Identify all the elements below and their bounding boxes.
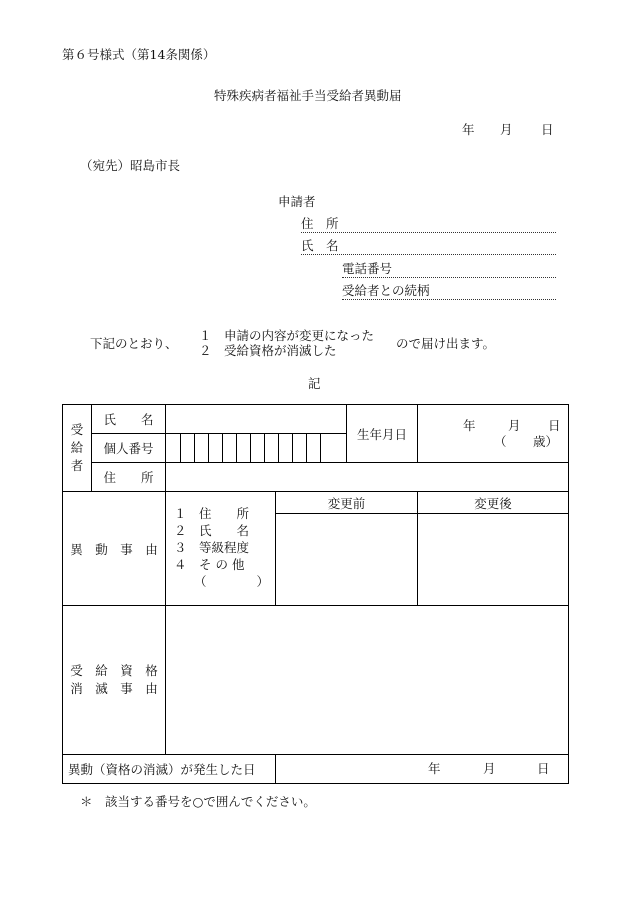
reason-option-grade[interactable]: ３ 等級程度 — [174, 540, 250, 556]
digit-divider — [306, 434, 307, 463]
applicant-address-field[interactable] — [301, 218, 556, 233]
change-report-table — [62, 404, 569, 784]
form-number: 第６号様式（第14条関係） — [62, 47, 216, 62]
statement-option1-number: １ — [199, 328, 212, 343]
recipient-address-label: 住 所 — [92, 463, 166, 492]
date-day: 日 — [541, 122, 554, 137]
personal-number-input[interactable] — [166, 434, 347, 463]
addressee: （宛先）昭島市長 — [80, 158, 181, 173]
ki-mark: 記 — [308, 376, 321, 391]
date-month: 月 — [500, 122, 513, 137]
digit-divider — [208, 434, 209, 463]
birth-month: 月 — [508, 418, 521, 433]
birthdate-label: 生年月日 — [347, 405, 418, 463]
recipient-label-cell: 受 給 者 — [63, 405, 92, 492]
recipient-address-input[interactable] — [166, 463, 569, 492]
occurrence-day: 日 — [537, 761, 550, 776]
statement-suffix: ので届け出ます。 — [396, 336, 496, 351]
change-reason-label: 異 動 事 由 — [63, 492, 166, 606]
birthdate-input[interactable] — [418, 405, 569, 463]
age-open-paren: （ — [494, 434, 507, 449]
after-change-input[interactable] — [418, 514, 569, 606]
digit-divider — [264, 434, 265, 463]
occurrence-year: 年 — [428, 761, 441, 776]
recipient-name-input[interactable] — [166, 405, 347, 434]
reason-option-address[interactable]: １ 住 所 — [174, 506, 250, 522]
reason-other-paren: （ ） — [194, 573, 270, 589]
age-label: 歳） — [533, 434, 559, 449]
digit-divider — [320, 434, 321, 463]
statement-option2-text: 受給資格が消滅した — [224, 343, 337, 358]
reason-option-other[interactable]: ４ そ の 他 — [174, 556, 245, 572]
digit-divider — [222, 434, 223, 463]
reason-option-name[interactable]: ２ 氏 名 — [174, 523, 250, 539]
occurrence-date-input[interactable] — [276, 755, 569, 784]
loss-reason-input[interactable] — [166, 606, 569, 755]
digit-divider — [194, 434, 195, 463]
applicant-name-label: 氏 名 — [301, 238, 339, 253]
digit-divider — [292, 434, 293, 463]
recipient-name-label: 氏 名 — [92, 405, 166, 434]
applicant-name-field[interactable] — [301, 240, 556, 255]
occurrence-month: 月 — [483, 761, 496, 776]
footnote: ＊ 該当する番号を○で囲んでください。 — [80, 794, 316, 809]
date-year: 年 — [462, 122, 475, 137]
statement-prefix: 下記のとおり、 — [90, 336, 178, 351]
loss-reason-label: 受 給 資 格 消 滅 事 由 — [63, 606, 166, 755]
digit-divider — [236, 434, 237, 463]
birth-day: 日 — [548, 418, 561, 433]
before-change-header: 変更前 — [276, 492, 418, 514]
occurrence-date-label: 異動（資格の消滅）が発生した日 — [63, 755, 276, 784]
applicant-relation-field[interactable] — [342, 285, 556, 300]
applicant-phone-label: 電話番号 — [342, 261, 393, 276]
statement-option2-number: ２ — [199, 343, 212, 358]
statement-option1-text: 申請の内容が変更になった — [224, 328, 375, 343]
applicant-address-label: 住 所 — [301, 216, 339, 231]
before-change-input[interactable] — [276, 514, 418, 606]
personal-number-label: 個人番号 — [92, 434, 166, 463]
applicant-relation-label: 受給者との続柄 — [342, 283, 430, 298]
digit-divider — [180, 434, 181, 463]
document-title: 特殊疾病者福祉手当受給者異動届 — [214, 88, 402, 103]
applicant-label: 申請者 — [278, 194, 316, 209]
after-change-header: 変更後 — [418, 492, 569, 514]
digit-divider — [250, 434, 251, 463]
digit-divider — [278, 434, 279, 463]
applicant-phone-field[interactable] — [342, 263, 556, 278]
birth-year: 年 — [463, 418, 476, 433]
reason-options[interactable] — [166, 492, 276, 606]
